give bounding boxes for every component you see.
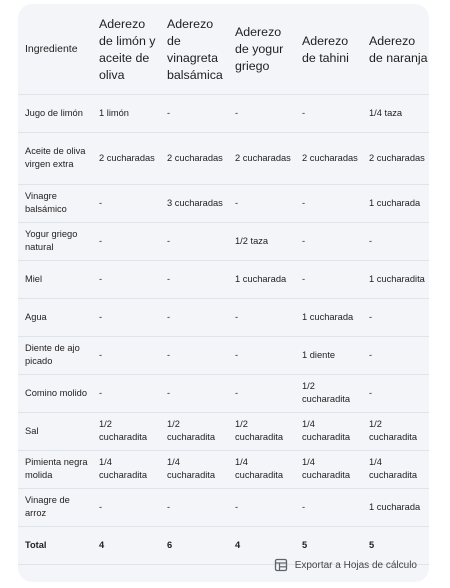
table-cell: - xyxy=(160,222,228,260)
table-cell: 2 cucharadas xyxy=(160,132,228,184)
table-row xyxy=(18,222,429,260)
table-cell: - xyxy=(295,222,362,260)
column-header: Aderezo de vinagreta balsámica xyxy=(160,4,228,94)
table-cell: 5 xyxy=(295,526,362,564)
table-cell: - xyxy=(295,488,362,526)
sheets-table-icon xyxy=(274,558,288,572)
table-cell: - xyxy=(92,374,160,412)
table-cell: 1 cucharada xyxy=(295,298,362,336)
table-cell: - xyxy=(362,298,429,336)
table-cell: 1/4 cucharadita xyxy=(295,450,362,488)
table-cell: 1 cucharada xyxy=(362,488,429,526)
table-cell: 2 cucharadas xyxy=(228,132,295,184)
table-row xyxy=(18,412,429,450)
table-cell: - xyxy=(362,336,429,374)
table-cell: 6 xyxy=(160,526,228,564)
table-cell: 1 cucharada xyxy=(228,260,295,298)
table-cell: 2 cucharadas xyxy=(92,132,160,184)
table-cell: 2 cucharadas xyxy=(295,132,362,184)
table-row xyxy=(18,260,429,298)
table-cell: 2 cucharadas xyxy=(362,132,429,184)
table-cell: Vinagre balsámico xyxy=(18,184,92,222)
table-cell: - xyxy=(160,260,228,298)
table-cell: - xyxy=(160,94,228,132)
table-cell: 1/2 cucharadita xyxy=(92,412,160,450)
table-cell: - xyxy=(160,374,228,412)
column-header: Ingrediente xyxy=(18,4,92,94)
table-cell: - xyxy=(160,488,228,526)
table-cell: - xyxy=(228,374,295,412)
table-cell: - xyxy=(295,184,362,222)
table-cell: 1 diente xyxy=(295,336,362,374)
table-cell: - xyxy=(228,298,295,336)
table-cell: 5 xyxy=(362,526,429,564)
table-cell: Miel xyxy=(18,260,92,298)
table-cell: 1/4 cucharadita xyxy=(92,450,160,488)
column-header: Aderezo de yogur griego xyxy=(228,4,295,94)
table-cell: - xyxy=(362,374,429,412)
table-cell: Vinagre de arroz xyxy=(18,488,92,526)
table-row xyxy=(18,184,429,222)
table-cell: Sal xyxy=(18,412,92,450)
export-label: Exportar a Hojas de cálculo xyxy=(294,559,417,571)
table-cell: 1/2 cucharadita xyxy=(362,412,429,450)
column-header: Aderezo de naranja xyxy=(362,4,429,94)
table-cell: - xyxy=(92,222,160,260)
table-cell: 1/2 cucharadita xyxy=(295,374,362,412)
table-cell: Agua xyxy=(18,298,92,336)
table-cell: 1/4 cucharadita xyxy=(228,450,295,488)
table-cell: - xyxy=(295,94,362,132)
table-cell: - xyxy=(92,488,160,526)
table-cell: - xyxy=(362,222,429,260)
table-cell: 4 xyxy=(92,526,160,564)
table-cell: 3 cucharadas xyxy=(160,184,228,222)
table-cell: 1/4 cucharadita xyxy=(160,450,228,488)
table-cell: - xyxy=(228,184,295,222)
table-cell: 1/2 cucharadita xyxy=(228,412,295,450)
table-cell: - xyxy=(92,336,160,374)
column-header: Aderezo de tahini xyxy=(295,4,362,94)
table-cell: - xyxy=(228,336,295,374)
table-cell: Diente de ajo picado xyxy=(18,336,92,374)
table-cell: - xyxy=(92,260,160,298)
table-cell: 1/4 cucharadita xyxy=(362,450,429,488)
table-footer xyxy=(18,549,429,582)
table-card xyxy=(18,4,429,582)
table-cell: 1 cucharadita xyxy=(362,260,429,298)
table-row xyxy=(18,450,429,488)
table-cell: - xyxy=(92,184,160,222)
column-header: Aderezo de limón y aceite de oliva xyxy=(92,4,160,94)
table-cell: Total xyxy=(18,526,92,564)
table-header-row xyxy=(18,4,429,94)
table-row xyxy=(18,298,429,336)
table-cell: Yogur griego natural xyxy=(18,222,92,260)
table-row xyxy=(18,374,429,412)
table-cell: 1/2 cucharadita xyxy=(160,412,228,450)
table-row xyxy=(18,94,429,132)
table-cell: Comino molido xyxy=(18,374,92,412)
table-cell: - xyxy=(228,94,295,132)
table-row xyxy=(18,488,429,526)
table-cell: - xyxy=(160,298,228,336)
export-to-sheets-button[interactable] xyxy=(274,558,417,572)
table-row xyxy=(18,132,429,184)
table-cell: 1 cucharada xyxy=(362,184,429,222)
table-cell: 1/2 taza xyxy=(228,222,295,260)
table-cell: 1/4 cucharadita xyxy=(295,412,362,450)
ingredients-table xyxy=(18,4,429,565)
table-cell: Pimienta negra molida xyxy=(18,450,92,488)
table-cell: - xyxy=(92,298,160,336)
table-cell: 1/4 taza xyxy=(362,94,429,132)
table-cell: 1 limón xyxy=(92,94,160,132)
table-cell: - xyxy=(295,260,362,298)
table-cell: 4 xyxy=(228,526,295,564)
table-cell: - xyxy=(228,488,295,526)
table-cell: Jugo de limón xyxy=(18,94,92,132)
table-cell: - xyxy=(160,336,228,374)
table-cell: Aceite de oliva virgen extra xyxy=(18,132,92,184)
table-row xyxy=(18,336,429,374)
